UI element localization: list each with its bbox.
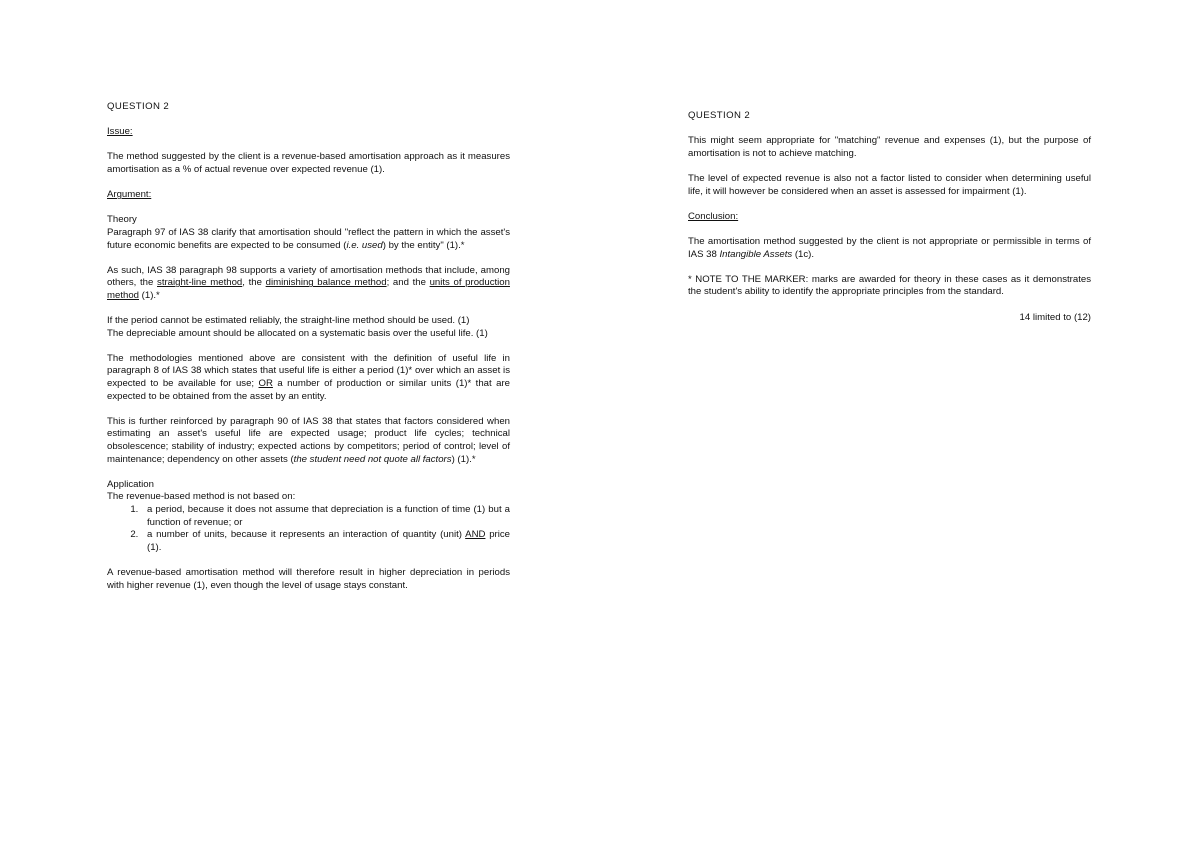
right-question-heading: QUESTION 2 (688, 110, 751, 121)
left-question-heading: QUESTION 2 (107, 101, 170, 112)
right-page (688, 110, 1091, 337)
conclusion-label: Conclusion: (688, 210, 739, 222)
theory-paragraph-90: This is further reinforced by paragraph 90 of IAS 38 that states that factors considered when estimating an asset's useful life are expected usage; product life cycles; technical obsolescence; stability of industry; expected actions by competitors; period of control; level of maintenance; dependency on other assets (the student need not quote all factors) (1).* (107, 415, 510, 465)
application-label: Application (107, 478, 154, 490)
theory-straight-line-note: If the period cannot be estimated reliably, the straight-line method should be used. (1) The depreciable amount should be allocated on a systematic basis over the useful life. (1) (107, 315, 488, 339)
mark-total: 14 limited to (12) (1019, 311, 1091, 323)
application-intro: The revenue-based method is not based on: (107, 491, 296, 503)
left-page (107, 101, 510, 605)
application-conclusion: A revenue-based amortisation method will therefore result in higher depreciation in periods with higher revenue (1), even though the level of usage stays constant. (107, 566, 510, 591)
theory-paragraph-98: As such, IAS 38 paragraph 98 supports a variety of amortisation methods that include, among others, the straight-line method, the diminishing balance method; and the units of production method (1).* (107, 264, 510, 301)
application-list-item: 2. a number of units, because it represents an interaction of quantity (unit) AND price (1). (141, 529, 510, 554)
theory-label: Theory (107, 214, 137, 226)
theory-useful-life-definition: The methodologies mentioned above are consistent with the definition of useful life in paragraph 8 of IAS 38 which states that useful life is either a period (1)* over which an asset is expected to be available for use; OR a number of production or similar units (1)* that are expected to be obtained from the asset by an entity. (107, 352, 510, 402)
argument-label: Argument: (107, 189, 152, 201)
matching-paragraph: This might seem appropriate for "matching" revenue and expenses (1), but the purpose of amortisation is not to achieve matching. (688, 135, 1091, 159)
application-list-item: 1. a period, because it does not assume that depreciation is a function of time (1) but a function of revenue; or (141, 504, 510, 529)
conclusion-text: The amortisation method suggested by the client is not appropriate or permissible in terms of IAS 38 Intangible Assets (1c). (688, 235, 1091, 260)
marker-note: * NOTE TO THE MARKER: marks are awarded for theory in these cases as it demonstrates the student's ability to identify the appropriate principles from the standard. (688, 273, 1091, 298)
application-list (107, 504, 510, 554)
theory-paragraph-97: Paragraph 97 of IAS 38 clarify that amortisation should "reflect the pattern in which the asset's future economic benefits are expected to be consumed (i.e. used) by the entity" (1).* (107, 226, 510, 251)
issue-text: The method suggested by the client is a revenue-based amortisation approach as it measures amortisation as a % of actual revenue over expected revenue (1). (107, 151, 510, 175)
issue-label: Issue: (107, 126, 133, 138)
impairment-paragraph: The level of expected revenue is also not a factor listed to consider when determining useful life, it will however be considered when an asset is assessed for impairment (1). (688, 172, 1091, 197)
